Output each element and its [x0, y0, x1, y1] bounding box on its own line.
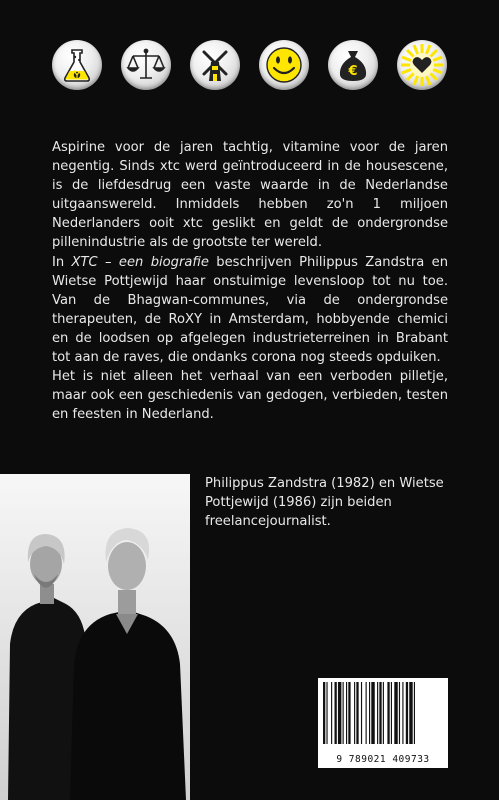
windmill-icon: [190, 40, 240, 90]
barcode-bars: [318, 678, 448, 750]
blurb-p2-prefix: In: [52, 254, 72, 270]
scales-of-justice-icon: [121, 40, 171, 90]
blurb-paragraph-2: [52, 253, 448, 368]
back-cover-blurb: [52, 138, 448, 424]
money-bag-icon: [328, 40, 378, 90]
author-photo: [0, 474, 190, 800]
blurb-paragraph-1: Aspirine voor de jaren tachtig, vitamine voor de jaren negentig. Sinds xtc werd geïntroduceerd in de housescene, is de liefdesdrug een vaste waarde in de Nederlandse uitgaanswereld. Inmiddels hebben zo'n 1 miljoen Nederlanders ooit xtc geslikt en geldt de ondergrondse pillenindustrie als de grootste ter wereld.: [52, 140, 448, 251]
heart-icon: [397, 40, 447, 90]
isbn-number: 9 789021 409733: [336, 754, 430, 765]
book-title-italic: XTC – een biografie: [71, 254, 209, 270]
svg-text:€: €: [348, 64, 358, 79]
lab-flask-icon: [52, 40, 102, 90]
pill-icons-row: [52, 40, 450, 90]
blurb-p2-rest: beschrijven Philippus Zandstra en Wietse Pottjewijd haar onstuimige levensloop tot nu toe. Van de Bhagwan-communes, via de ondergrondse therapeuten, de RoXY in Amsterdam, hobbyende chemici en de loodsen op afgelegen industrieterreinen in Brabant tot aan de raves, die ondanks corona nog steeds opduiken.: [52, 254, 448, 366]
barcode: [318, 678, 448, 768]
author-bio: Philippus Zandstra (1982) en Wietse Pottjewijd (1986) zijn beiden freelancejournalist.: [205, 476, 444, 530]
blurb-paragraph-3: Het is niet alleen het verhaal van een verboden pilletje, maar ook een geschiedenis van gedogen, verbieden, testen en feesten in Nederland.: [52, 369, 448, 423]
smiley-icon: [259, 40, 309, 90]
